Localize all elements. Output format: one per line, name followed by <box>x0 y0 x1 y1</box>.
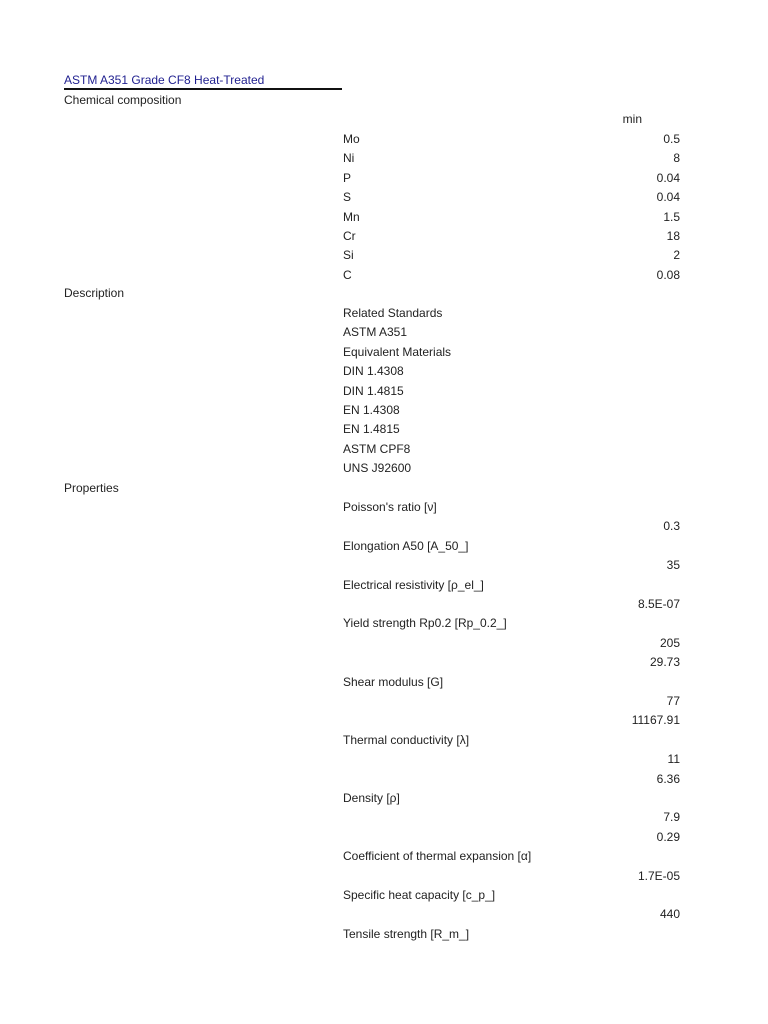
property-value: 205 <box>659 635 680 650</box>
property-name-row <box>343 888 680 903</box>
composition-row <box>343 151 680 166</box>
description-text: Equivalent Materials <box>343 344 452 359</box>
section-label-description: Description <box>64 286 125 300</box>
description-line <box>343 384 680 399</box>
element-min-value: 0.5 <box>663 132 680 146</box>
description-line <box>343 461 680 476</box>
description-line <box>343 442 680 457</box>
property-name: Tensile strength [R_m_] <box>343 926 470 941</box>
description-line <box>343 364 680 379</box>
property-name-row <box>343 849 680 864</box>
property-value: 77 <box>666 694 680 708</box>
element-symbol: Mo <box>343 132 360 146</box>
property-name-row <box>343 791 680 806</box>
property-value-row <box>343 519 680 534</box>
description-text: DIN 1.4308 <box>343 364 404 379</box>
property-name-row <box>343 616 680 631</box>
property-value: 35 <box>666 558 680 573</box>
property-value: 29.73 <box>649 655 680 670</box>
composition-column-header-min: min <box>622 112 642 126</box>
element-min-value: 2 <box>673 248 680 263</box>
property-value: 7.9 <box>663 810 680 825</box>
composition-row <box>343 171 680 186</box>
property-value-row <box>343 713 680 728</box>
description-text: EN 1.4815 <box>343 422 400 437</box>
element-min-value: 0.04 <box>656 190 680 205</box>
property-name: Shear modulus [G] <box>343 674 444 689</box>
description-line <box>343 325 680 340</box>
property-name-row <box>343 927 680 942</box>
property-name-row <box>343 733 680 748</box>
element-min-value: 0.04 <box>656 170 680 185</box>
property-name: Specific heat capacity [c_p_] <box>343 888 496 902</box>
composition-row <box>343 248 680 263</box>
property-value-row <box>343 636 680 651</box>
element-symbol: Mn <box>343 209 360 224</box>
property-value-row <box>343 907 680 922</box>
element-symbol: P <box>343 170 352 185</box>
description-text: DIN 1.4815 <box>343 383 404 398</box>
property-name-row <box>343 539 680 554</box>
property-name: Poisson's ratio [ν] <box>343 500 437 514</box>
description-line <box>343 345 680 360</box>
element-symbol: C <box>343 267 352 282</box>
property-value-row <box>343 752 680 767</box>
element-symbol: Si <box>343 248 354 263</box>
description-text: EN 1.4308 <box>343 403 400 417</box>
description-text: ASTM CPF8 <box>343 441 411 456</box>
description-text: UNS J92600 <box>343 461 412 476</box>
section-label-chemical-composition: Chemical composition <box>64 93 182 107</box>
section-label-properties: Properties <box>64 481 119 495</box>
property-value: 1.7E-05 <box>637 868 680 883</box>
property-name: Electrical resistivity [ρ_el_] <box>343 577 484 592</box>
element-min-value: 0.08 <box>656 267 680 282</box>
composition-row <box>343 190 680 205</box>
composition-row <box>343 132 680 147</box>
description-text: ASTM A351 <box>343 325 408 340</box>
property-name: Yield strength Rp0.2 [Rp_0.2_] <box>343 616 507 631</box>
element-symbol: S <box>343 190 352 205</box>
composition-row <box>343 268 680 283</box>
property-value-row <box>343 810 680 825</box>
property-value-row <box>343 869 680 884</box>
description-text: Related Standards <box>343 306 443 320</box>
composition-row <box>343 229 680 244</box>
property-value-row <box>343 830 680 845</box>
property-value-row <box>343 655 680 670</box>
element-symbol: Cr <box>343 229 356 243</box>
property-value: 11167.91 <box>631 713 680 728</box>
composition-row <box>343 210 680 225</box>
element-min-value: 18 <box>666 229 680 243</box>
element-symbol: Ni <box>343 151 355 166</box>
property-value-row <box>343 558 680 573</box>
element-min-value: 8 <box>673 151 680 166</box>
property-name: Density [ρ] <box>343 791 400 805</box>
property-value: 440 <box>659 907 680 922</box>
property-name: Elongation A50 [A_50_] <box>343 538 469 553</box>
property-name-row <box>343 500 680 515</box>
title-underline <box>64 88 342 90</box>
property-name: Thermal conductivity [λ] <box>343 732 470 747</box>
property-value: 6.36 <box>656 771 680 786</box>
property-name-row <box>343 578 680 593</box>
description-line <box>343 403 680 418</box>
property-value-row <box>343 597 680 612</box>
property-value: 0.3 <box>663 519 680 534</box>
property-value: 8.5E-07 <box>637 597 680 611</box>
property-name-row <box>343 675 680 690</box>
property-value: 11 <box>667 752 680 767</box>
document-title: ASTM A351 Grade CF8 Heat-Treated <box>64 73 265 87</box>
description-line <box>343 306 680 321</box>
property-value: 0.29 <box>656 829 680 844</box>
property-name: Coefficient of thermal expansion [α] <box>343 849 532 864</box>
property-value-row <box>343 772 680 787</box>
description-line <box>343 422 680 437</box>
element-min-value: 1.5 <box>663 209 680 224</box>
property-value-row <box>343 694 680 709</box>
